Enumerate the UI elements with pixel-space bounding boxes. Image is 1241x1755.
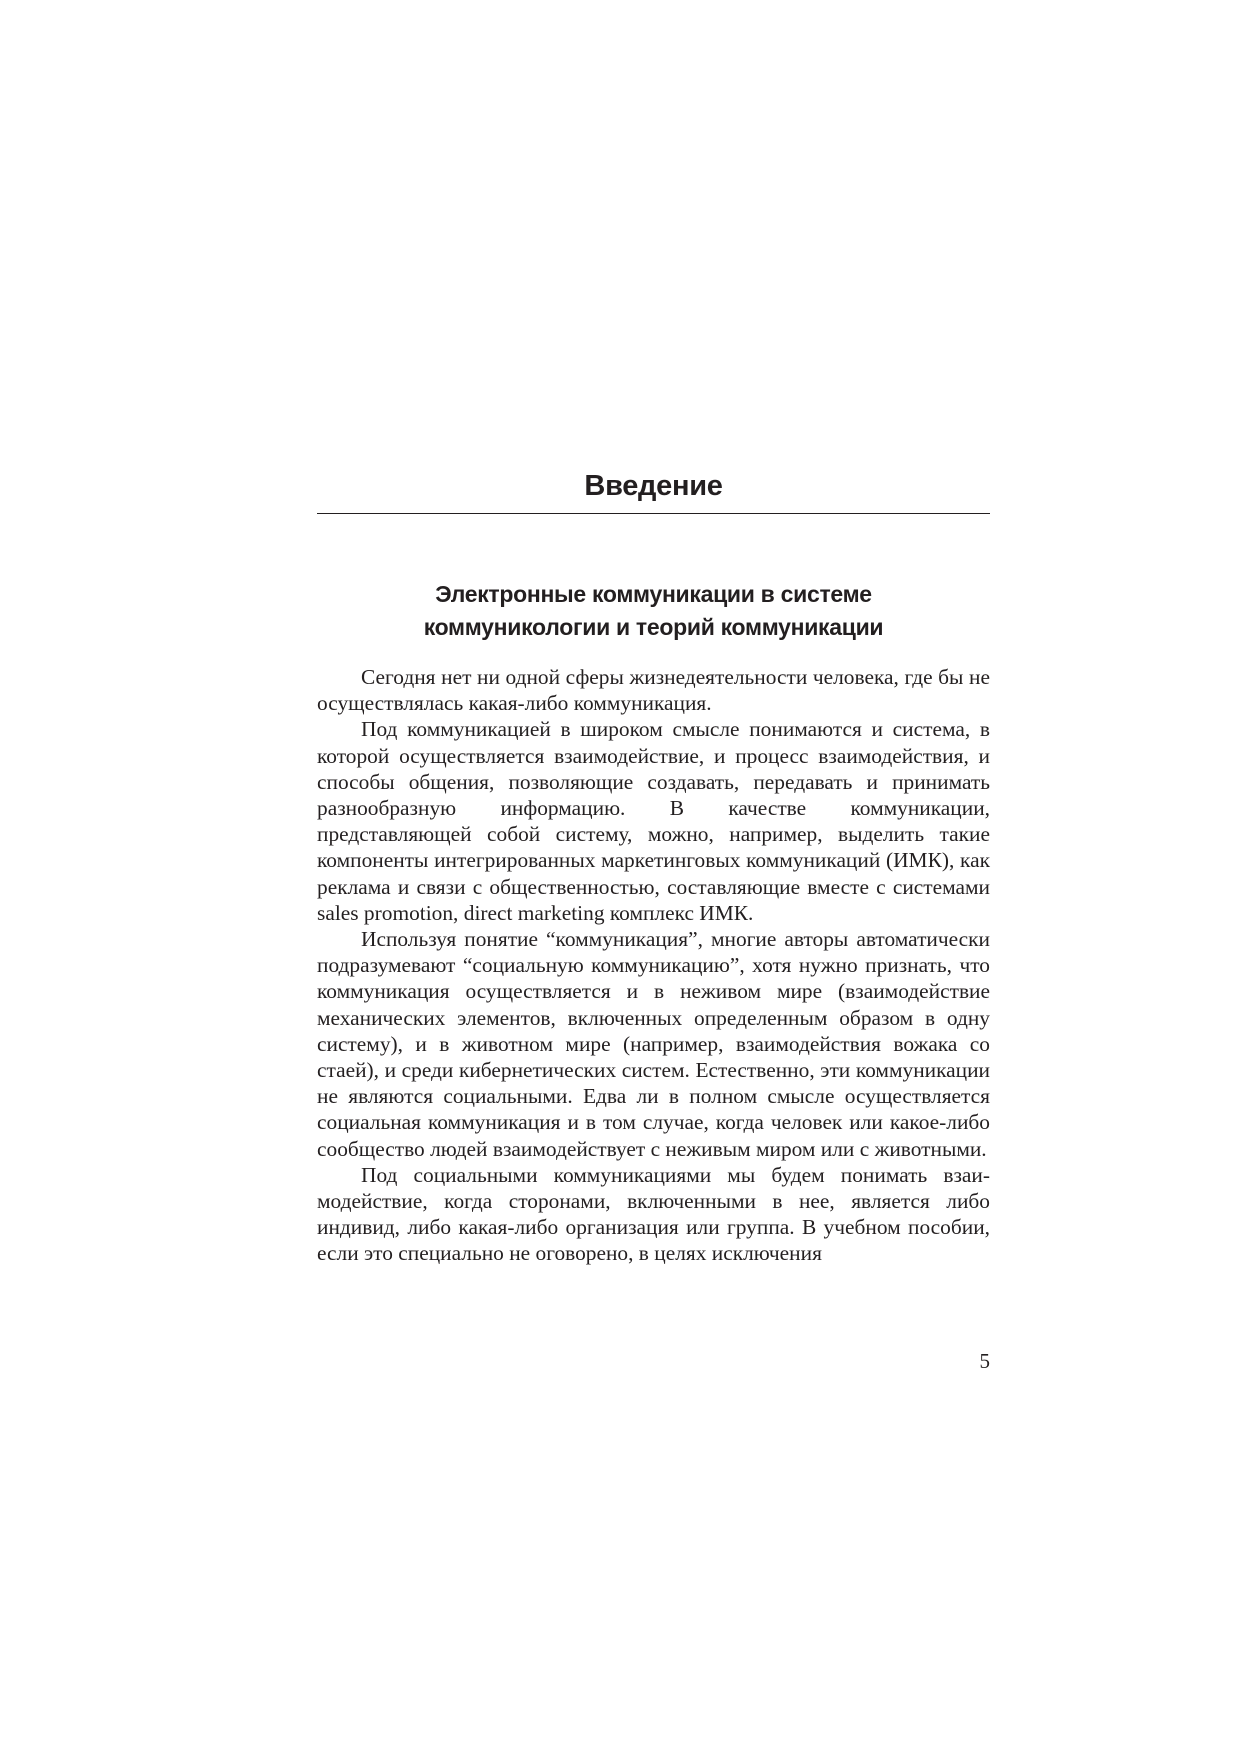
body-text (317, 664, 990, 1267)
section-title (317, 578, 990, 644)
paragraph-2: Под коммуникацией в широком смысле понимаются и система, в которой осуществляется взаимодействие, и процесс взаимодействия, и способы общения, позволяющие создавать, передавать и принимать разнообразную информацию. В качестве коммуникации, представляющей собой систему, можно, например, выделить такие компоненты интегрированных маркетинговых коммуникаций (ИМК), как реклама и связи с общественностью, составляющие вместе с системами sales promotion, direct marketing комплекс ИМК. (317, 717, 990, 925)
section-title-line-1: Электронные коммуникации в системе (435, 581, 872, 607)
page-number: 5 (979, 1349, 990, 1373)
chapter-title: Введение (584, 470, 723, 502)
section-title-line-2: коммуникологии и теорий коммуникации (423, 614, 884, 640)
paragraph-4: Под социальными коммуникациями мы будем понимать взаимодействие, когда сторонами, включенными в нее, является либо индивид, либо какая-либо организация или группа. В учебном пособии, если это специально не оговорено, в целях исключения (317, 1162, 990, 1266)
paragraph-3: Используя понятие “коммуникация”, многие авторы автоматически подразумевают “социальную коммуникацию”, хотя нужно признать, что коммуникация осуществляется и в неживом мире (взаимодействие механических элементов, включенных определенным образом в одну систему), и в животном мире (например, взаимодействия вожака со стаей), и среди кибернетических систем. Естественно, эти коммуникации не являются социальными. Едва ли в полном смысле осуществляется социальная коммуникация и в том случае, когда человек или какое-либо сообщество людей взаимодействует с неживым миром или с животными. (317, 927, 990, 1161)
paragraph-1: Сегодня нет ни одной сферы жизнедеятельности человека, где бы не осуществлялась какая-либо коммуникация. (317, 665, 990, 716)
chapter-title-rule (317, 513, 990, 514)
